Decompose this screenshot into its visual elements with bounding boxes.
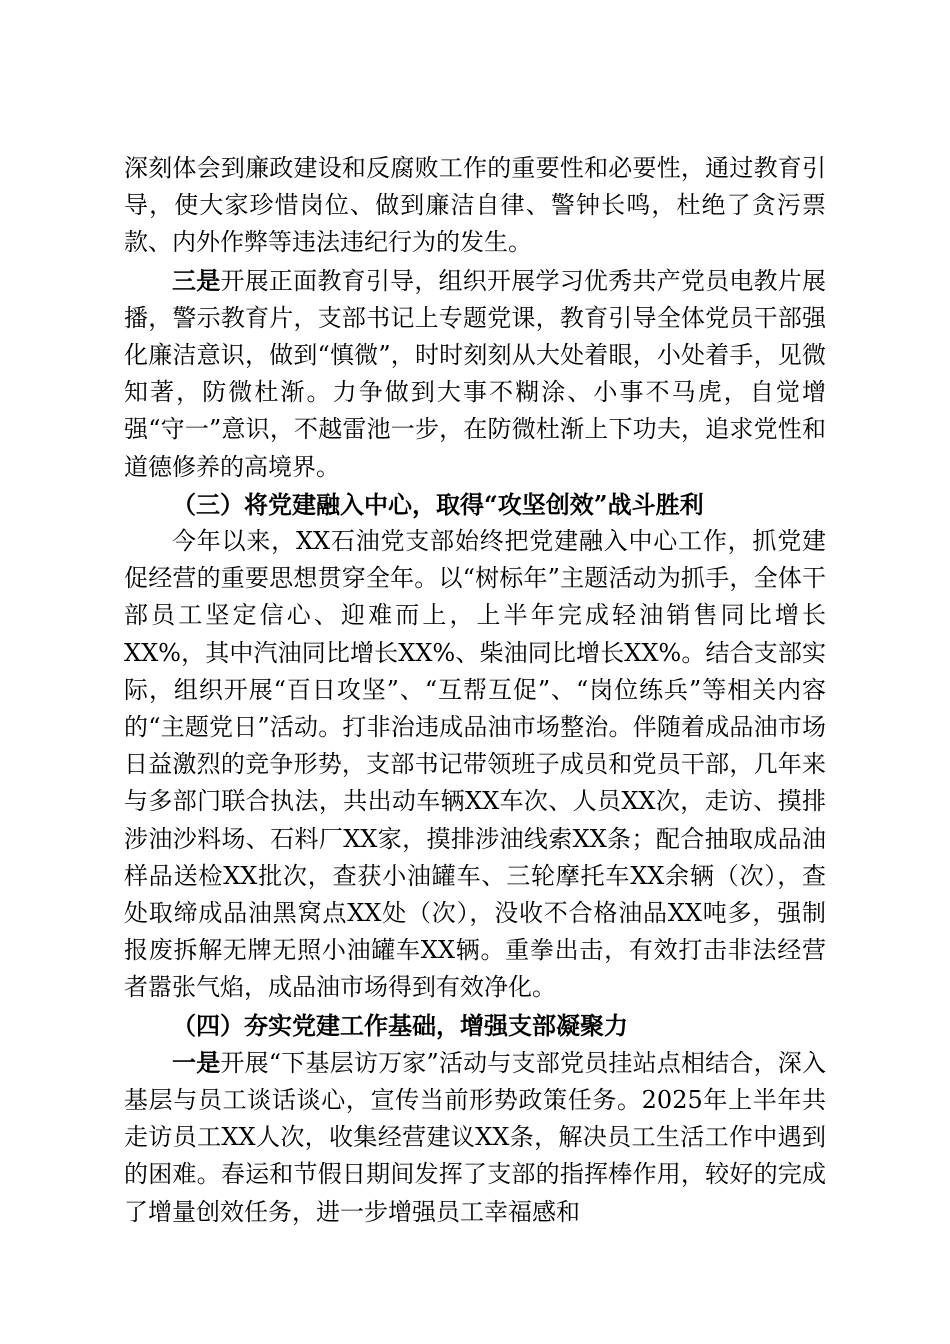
section-heading-four: （四）夯实党建工作基础，增强支部凝聚力 (172, 1010, 628, 1040)
body-paragraph-center-work: 今年以来，XX石油党支部始终把党建融入中心工作，抓党建促经营的重要思想贯穿全年。以“树标年”主题活动为抓手，全体干部员工坚定信心、迎难而上，上半年完成轻油销售同比增长XX%，其中汽油同比增长XX%、柴油同比增长XX%。结合支部实际，组织开展“百日攻坚”、“互帮互促”、“岗位练兵”等相关内容的“主题党日”活动。打非治违成品油市场整治。伴随着成品油市场日益激烈的竞争形势，支部书记带领班子成员和党员干部，几年来与多部门联合执法，共出动车辆XX车次、人员XX次，走访、摸排涉油沙料场、石料厂XX家，摸排涉油线索XX条；配合抽取成品油样品送检XX批次，查获小油罐车、三轮摩托车XX余辆（次），查处取缔成品油黑窝点XX处（次），没收不合格油品XX吨多，强制报废拆解无牌无照小油罐车XX辆。重拳出击，有效打击非法经营者嚣张气焰，成品油市场得到有效净化。 (124, 527, 826, 1002)
body-paragraph-point-one (124, 1044, 826, 1231)
section-heading-three: （三）将党建融入中心，取得“攻坚创效”战斗胜利 (172, 489, 704, 519)
body-paragraph-continuation: 深刻体会到廉政建设和反腐败工作的重要性和必要性，通过教育引导，使大家珍惜岗位、做到廉洁自律、警钟长鸣，杜绝了贪污票款、内外作弊等违法违纪行为的发生。 (124, 154, 826, 257)
document-page (124, 150, 826, 1231)
paragraph-text: 开展正面教育引导，组织开展学习优秀共产党员电教片展播，警示教育片，支部书记上专题党课，教育引导全体党员干部强化廉洁意识，做到“慎微”，时时刻刻从大处着眼，小处着手，见微知著，防微杜渐。力争做到大事不糊涂、小事不马虎，自觉增强“守一”意识，不越雷池一步，在防微杜渐上下功夫，追求党性和道德修养的高境界。 (124, 266, 827, 481)
paragraph-lead: 三是 (172, 265, 221, 295)
paragraph-text: 开展“下基层访万家”活动与支部党员挂站点相结合，深入基层与员工谈话谈心，宣传当前形势政策任务。2025年上半年共走访员工XX人次，收集经营建议XX条，解决员工生活工作中遇到的困难。春运和节假日期间发挥了支部的指挥棒作用，较好的完成了增量创效任务，进一步增强员工幸福感和 (124, 1048, 826, 1226)
body-paragraph-point-three (124, 262, 826, 486)
paragraph-lead: 一是 (172, 1047, 221, 1077)
